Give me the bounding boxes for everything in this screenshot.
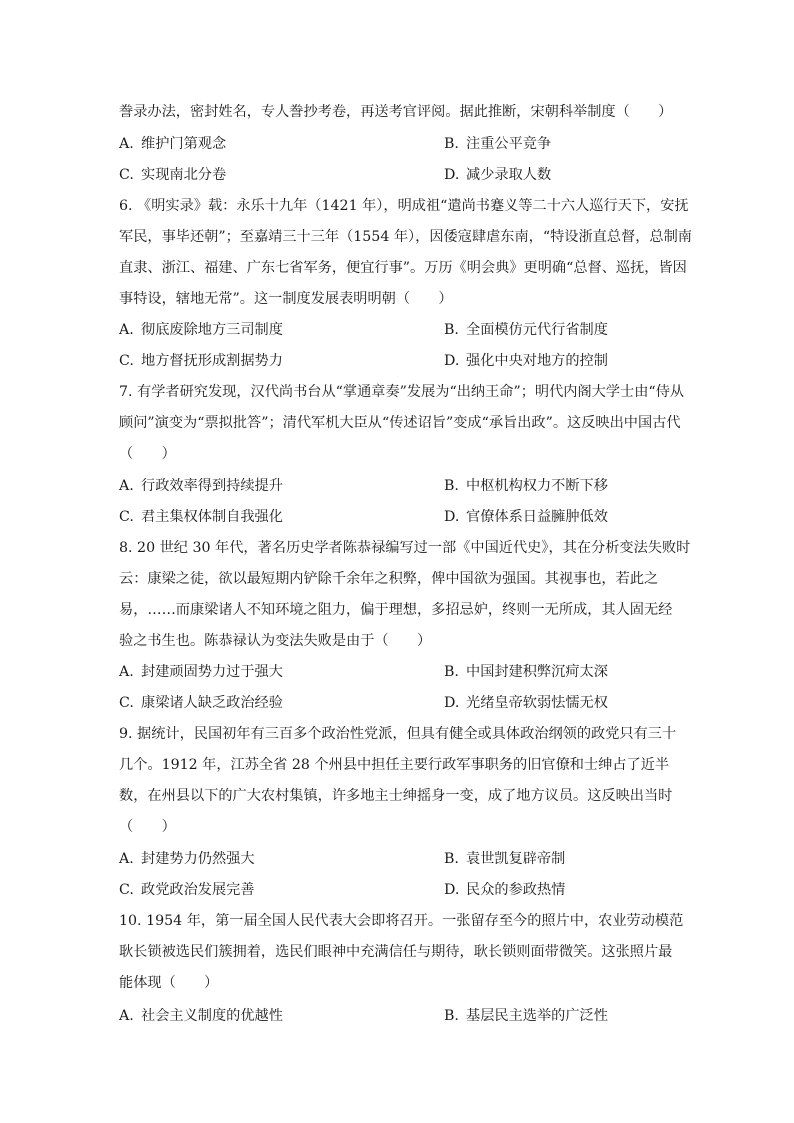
option-text: 中国封建积弊沉疴太深 [466,664,608,680]
option-label: C. [119,509,134,525]
option-text: 基层民主选举的广泛性 [466,1008,608,1024]
option-text: 封建顽固势力过于强大 [141,664,283,680]
q8-option-d[interactable] [444,693,608,713]
option-label: B. [444,322,459,338]
q9-option-a[interactable] [119,849,255,869]
option-label: C. [119,695,134,711]
option-text: 彻底废除地方三司制度 [141,322,283,338]
q5-option-b[interactable] [444,134,551,154]
option-text: 君主集权体制自我强化 [141,509,283,525]
option-text: 中枢机构权力不断下移 [466,478,608,494]
q5-option-c[interactable] [119,165,226,185]
option-label: B. [444,1008,459,1024]
option-text: 光绪皇帝软弱怯懦无权 [466,695,608,711]
option-text: 实现南北分卷 [141,167,227,183]
q8-option-a[interactable] [119,662,283,682]
option-text: 袁世凯复辟帝制 [466,851,566,867]
option-label: A. [119,136,134,152]
option-text: 民众的参政热情 [466,882,566,898]
option-label: D. [444,353,460,369]
q6-stem-line: 直隶、浙江、福建、广东七省军务，便宜行事”。万历《明会典》更明确“总督、巡抚，皆因 [119,260,687,276]
option-label: D. [444,695,460,711]
option-text: 行政效率得到持续提升 [141,478,283,494]
option-text: 强化中央对地方的控制 [466,353,608,369]
q9-stem-line: 9. 据统计，民国初年有三百多个政治性党派，但具有健全或具体政治纲领的政党只有三十 [119,726,677,742]
q10-option-b[interactable] [444,1006,608,1026]
q8-option-c[interactable] [119,693,283,713]
option-label: C. [119,353,134,369]
option-label: B. [444,136,459,152]
q9-option-c[interactable] [119,880,255,900]
q6-option-a[interactable] [119,320,283,340]
q8-stem-line: 易，……而康梁诸人不知环境之阻力，偏于理想，多招忌妒，终则一无所成，其人固无经 [119,602,673,618]
q10-stem-line: 能体现（ ） [119,975,219,991]
q5-stem-line: 誊录办法，密封姓名，专人誊抄考卷，再送考官评阅。据此推断，宋朝科举制度（ ） [119,104,673,120]
q6-option-c[interactable] [119,351,283,371]
q7-option-a[interactable] [119,476,283,496]
q9-stem-line: （ ） [119,819,176,835]
option-text: 康梁诸人缺乏政治经验 [141,695,283,711]
option-text: 维护门第观念 [141,136,227,152]
option-label: C. [119,882,134,898]
q10-stem-line: 耿长锁被选民们簇拥着，选民们眼神中充满信任与期待，耿长锁则面带微笑。这张照片最 [119,944,673,960]
option-text: 封建势力仍然强大 [141,851,255,867]
option-label: B. [444,851,459,867]
q8-stem-line: 验之书生也。陈恭禄认为变法失败是由于（ ） [119,633,432,649]
option-label: C. [119,167,134,183]
q9-option-b[interactable] [444,849,565,869]
q10-stem-line: 10. 1954 年，第一届全国人民代表大会即将召开。一张留存至今的照片中，农业劳动模范 [119,913,684,929]
q5-option-d[interactable] [444,165,551,185]
option-text: 地方督抚形成割据势力 [141,353,283,369]
option-label: A. [119,322,134,338]
option-label: D. [444,167,460,183]
q6-option-d[interactable] [444,351,608,371]
q5-option-a[interactable] [119,134,226,154]
q6-stem-line: 军民，事毕还朝”；至嘉靖三十三年（1554 年），因倭寇肆虐东南，“特设浙直总督，总制南 [119,229,692,245]
option-text: 官僚体系日益臃肿低效 [466,509,608,525]
q9-option-d[interactable] [444,880,565,900]
q8-stem-line: 云：康梁之徒，欲以最短期内铲除千余年之积弊，俾中国欲为强国。其视事也，若此之 [119,571,659,587]
option-text: 全面模仿元代行省制度 [466,322,608,338]
q6-stem-line: 事特设，辖地无常”。这一制度发展表明明朝（ ） [119,291,453,307]
option-label: A. [119,478,134,494]
q6-option-b[interactable] [444,320,608,340]
q7-option-b[interactable] [444,476,608,496]
q7-stem-line: （ ） [119,446,176,462]
option-label: A. [119,851,134,867]
q7-stem-line: 7. 有学者研究发现，汉代尚书台从“掌通章奏”发展为“出纳王命”；明代内阁大学士由“侍从 [119,384,685,400]
option-label: A. [119,1008,134,1024]
q9-stem-line: 几个。1912 年，江苏全省 28 个州县中担任主要行政军事职务的旧官僚和士绅占了近半 [119,757,670,773]
q8-stem-line: 8. 20 世纪 30 年代，著名历史学者陈恭禄编写过一部《中国近代史》，其在分析变法失败时 [119,540,691,556]
option-text: 政党政治发展完善 [141,882,255,898]
option-text: 注重公平竞争 [466,136,552,152]
q6-stem-line: 6. 《明实录》载：永乐十九年（1421 年），明成祖“遣尚书蹇义等二十六人巡行天下，安抚 [119,198,689,214]
q9-stem-line: 数，在州县以下的广大农村集镇，许多地主士绅摇身一变，成了地方议员。这反映出当时 [119,788,673,804]
q7-option-d[interactable] [444,507,608,527]
q10-option-a[interactable] [119,1006,283,1026]
option-label: D. [444,882,460,898]
option-label: A. [119,664,134,680]
option-text: 减少录取人数 [466,167,552,183]
q7-stem-line: 顾问”演变为“票拟批答”；清代军机大臣从“传述诏旨”变成“承旨出政”。这反映出中国古代 [119,415,681,431]
option-label: B. [444,478,459,494]
q7-option-c[interactable] [119,507,283,527]
option-label: B. [444,664,459,680]
option-label: D. [444,509,460,525]
option-text: 社会主义制度的优越性 [141,1008,283,1024]
q8-option-b[interactable] [444,662,608,682]
